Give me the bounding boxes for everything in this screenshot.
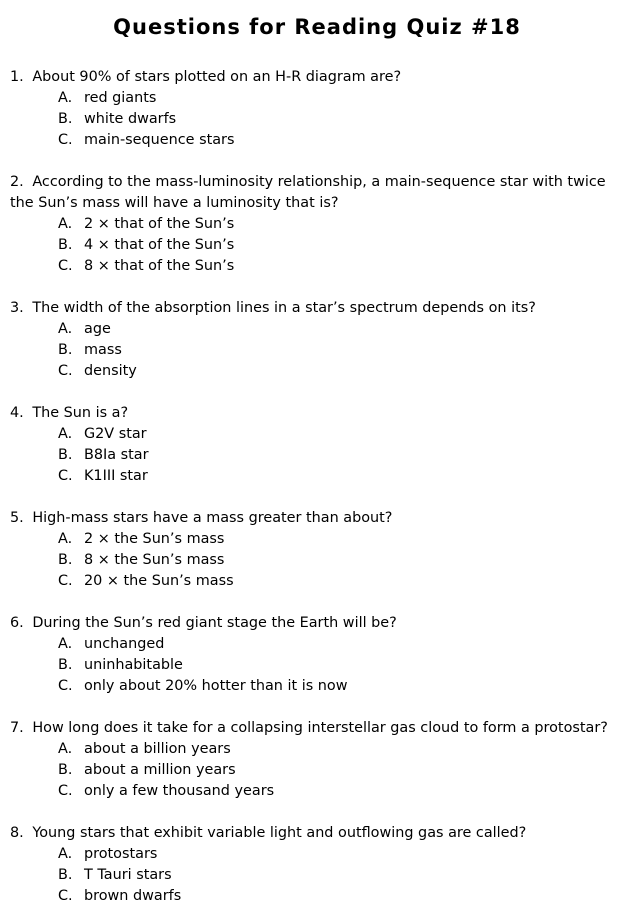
question-number: 7.: [10, 720, 24, 736]
choice-text: T Tauri stars: [84, 867, 172, 883]
choice-a: [10, 424, 628, 445]
choice-letter: B.: [58, 111, 73, 127]
question-5: [10, 508, 628, 592]
choice-a: [10, 214, 628, 235]
choice-letter: C.: [58, 468, 73, 484]
question-4: [10, 403, 628, 487]
question-text: [10, 508, 628, 529]
choice-text: uninhabitable: [84, 657, 183, 673]
choice-b: [10, 655, 628, 676]
choice-letter: C.: [58, 888, 73, 904]
choice-a: [10, 529, 628, 550]
question-number: 5.: [10, 510, 24, 526]
question-text: [10, 67, 628, 88]
choice-text: G2V star: [84, 426, 147, 442]
question-6: [10, 613, 628, 697]
question-prompt: How long does it take for a collapsing interstellar gas cloud to form a protostar?: [32, 720, 608, 736]
question-8: [10, 823, 628, 907]
question-prompt: The Sun is a?: [32, 405, 129, 421]
choice-a: [10, 739, 628, 760]
choice-letter: C.: [58, 678, 73, 694]
choice-b: [10, 760, 628, 781]
choice-b: [10, 865, 628, 886]
choice-text: only about 20% hotter than it is now: [84, 678, 348, 694]
question-number: 4.: [10, 405, 24, 421]
question-text: [10, 613, 628, 634]
choice-text: main-sequence stars: [84, 132, 235, 148]
question-prompt: About 90% of stars plotted on an H-R diagram are?: [32, 69, 402, 85]
page-title: Questions for Reading Quiz #18: [113, 15, 521, 39]
question-3: [10, 298, 628, 382]
choice-text: 2 × that of the Sun’s: [84, 216, 235, 232]
question-prompt: Young stars that exhibit variable light and outflowing gas are called?: [32, 825, 527, 841]
question-7: [10, 718, 628, 802]
choice-letter: A.: [58, 846, 73, 862]
choice-letter: B.: [58, 552, 73, 568]
question-text: [10, 298, 628, 319]
choice-c: [10, 781, 628, 802]
choice-text: protostars: [84, 846, 158, 862]
choice-letter: B.: [58, 762, 73, 778]
choice-a: [10, 88, 628, 109]
question-text: [10, 823, 628, 844]
choice-b: [10, 550, 628, 571]
choice-c: [10, 466, 628, 487]
question-text: [10, 403, 628, 424]
choice-letter: B.: [58, 342, 73, 358]
choice-text: age: [84, 321, 111, 337]
choice-text: about a billion years: [84, 741, 231, 757]
choice-text: about a million years: [84, 762, 236, 778]
question-text: [10, 172, 628, 214]
question-1: [10, 67, 628, 151]
choice-text: density: [84, 363, 137, 379]
choice-c: [10, 886, 628, 907]
choice-c: [10, 676, 628, 697]
question-number: 2.: [10, 174, 24, 190]
choice-text: 4 × that of the Sun’s: [84, 237, 235, 253]
question-text: [10, 718, 628, 739]
question-number: 8.: [10, 825, 24, 841]
choice-letter: A.: [58, 531, 73, 547]
choice-text: K1III star: [84, 468, 148, 484]
choice-letter: B.: [58, 447, 73, 463]
choice-letter: A.: [58, 426, 73, 442]
choice-text: mass: [84, 342, 122, 358]
question-number: 1.: [10, 69, 24, 85]
choice-text: only a few thousand years: [84, 783, 275, 799]
question-number: 6.: [10, 615, 24, 631]
choice-a: [10, 844, 628, 865]
choice-c: [10, 571, 628, 592]
question-number: 3.: [10, 300, 24, 316]
choice-letter: C.: [58, 573, 73, 589]
choice-letter: B.: [58, 657, 73, 673]
choice-text: 2 × the Sun’s mass: [84, 531, 225, 547]
choice-letter: C.: [58, 363, 73, 379]
choice-letter: A.: [58, 216, 73, 232]
choice-text: 20 × the Sun’s mass: [84, 573, 234, 589]
choice-letter: A.: [58, 741, 73, 757]
choice-letter: C.: [58, 783, 73, 799]
choice-letter: B.: [58, 237, 73, 253]
choice-text: 8 × the Sun’s mass: [84, 552, 225, 568]
choice-b: [10, 445, 628, 466]
choice-b: [10, 109, 628, 130]
choice-text: 8 × that of the Sun’s: [84, 258, 235, 274]
choice-b: [10, 235, 628, 256]
question-prompt: The width of the absorption lines in a star’s spectrum depends on its?: [32, 300, 536, 316]
choice-text: brown dwarfs: [84, 888, 182, 904]
choice-letter: A.: [58, 90, 73, 106]
choice-c: [10, 130, 628, 151]
choice-letter: C.: [58, 258, 73, 274]
choice-b: [10, 340, 628, 361]
question-prompt: According to the mass-luminosity relationship, a main-sequence star with twice the Sun’s mass will have a luminosity that is?: [10, 174, 606, 211]
choice-text: unchanged: [84, 636, 165, 652]
choice-letter: B.: [58, 867, 73, 883]
question-prompt: High-mass stars have a mass greater than about?: [32, 510, 393, 526]
choice-text: white dwarfs: [84, 111, 177, 127]
choice-c: [10, 361, 628, 382]
question-prompt: During the Sun’s red giant stage the Earth will be?: [32, 615, 397, 631]
choice-text: B8Ia star: [84, 447, 149, 463]
choice-letter: C.: [58, 132, 73, 148]
question-2: [10, 172, 628, 277]
choice-c: [10, 256, 628, 277]
choice-text: red giants: [84, 90, 157, 106]
choice-a: [10, 319, 628, 340]
choice-letter: A.: [58, 636, 73, 652]
choice-a: [10, 634, 628, 655]
choice-letter: A.: [58, 321, 73, 337]
